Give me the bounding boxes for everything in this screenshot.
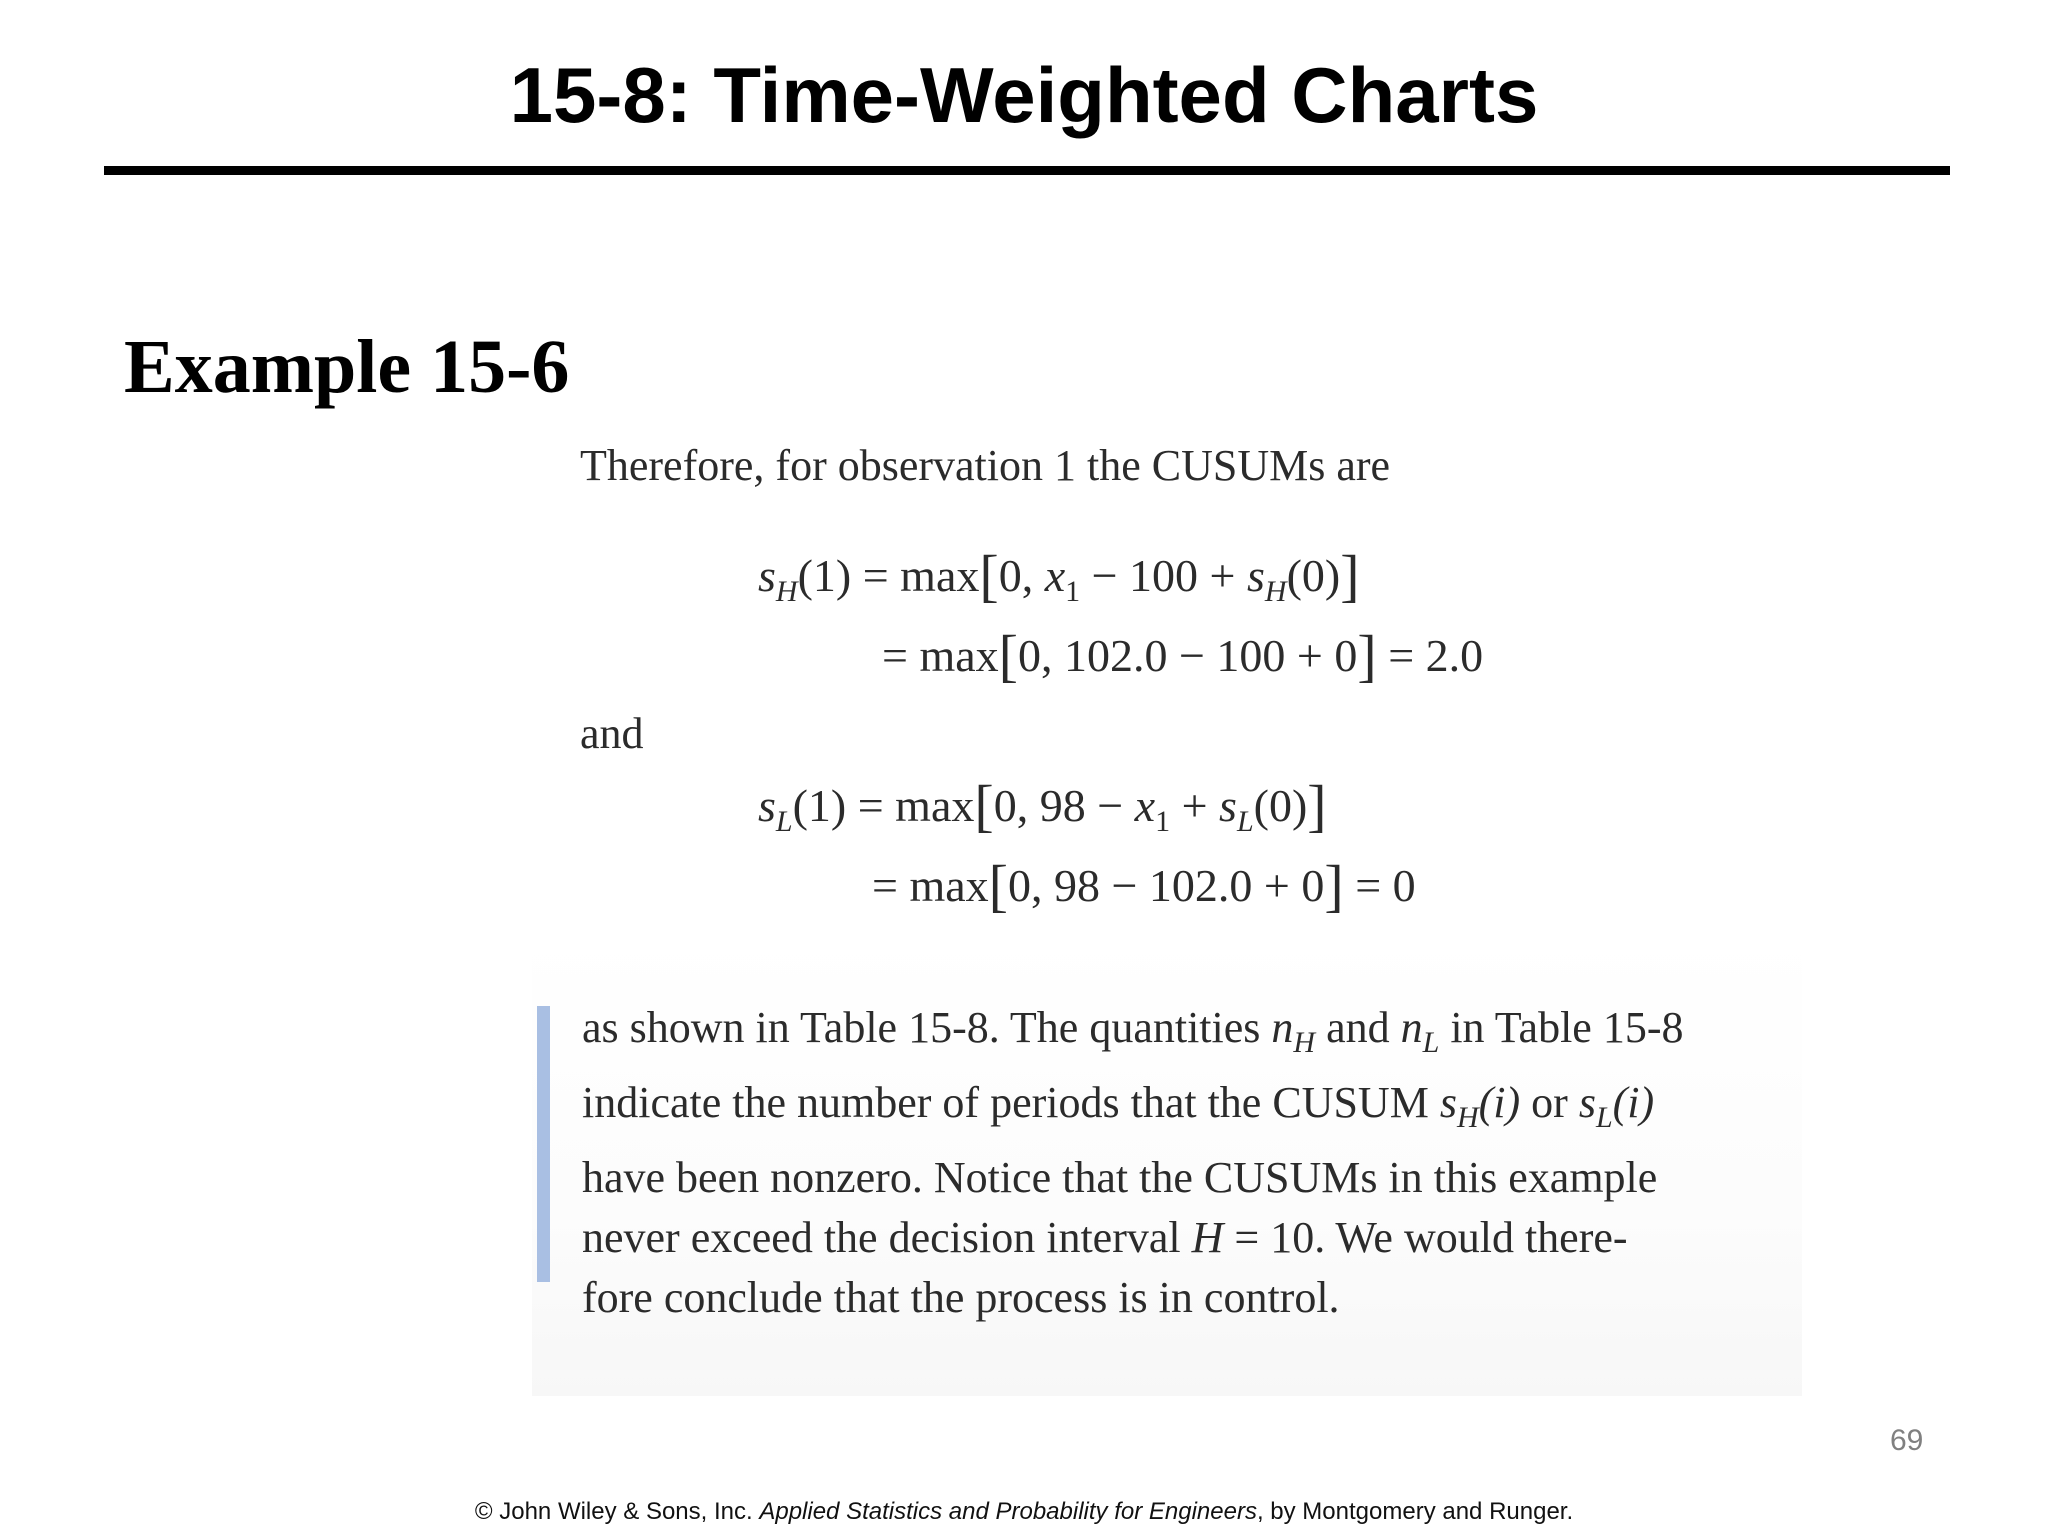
example-heading: Example 15-6 <box>124 325 570 409</box>
eq-var: s <box>758 780 776 831</box>
eq-var: s <box>758 550 776 601</box>
eq-text: = max <box>857 780 975 831</box>
eq-text: + <box>1170 780 1220 831</box>
eq-text: = max <box>882 630 999 681</box>
eq-bracket: ] <box>1340 543 1360 608</box>
eq-arg: (0) <box>1253 780 1308 831</box>
eq-bracket: [ <box>998 623 1018 688</box>
note-sub: H <box>1293 1026 1316 1059</box>
note-sub: L <box>1422 1026 1440 1059</box>
eq-bracket: ] <box>1357 623 1377 688</box>
footer-copyright: © John Wiley & Sons, Inc. <box>474 1498 760 1525</box>
title-divider <box>104 166 1950 175</box>
equation-sl-line-2 <box>872 853 1416 918</box>
note-line-5: fore conclude that the process is in control. <box>582 1273 1340 1322</box>
eq-sub: H <box>775 575 798 608</box>
note-arg: (i) <box>1612 1078 1655 1127</box>
and-text: and <box>580 709 644 758</box>
eq-bracket: [ <box>988 853 1008 918</box>
eq-var: s <box>1219 780 1237 831</box>
eq-arg: (1) <box>797 550 852 601</box>
eq-sub: L <box>775 805 793 838</box>
note-text: and <box>1315 1003 1401 1052</box>
footer-book-title: Applied Statistics and Probability for Engineers <box>759 1498 1257 1525</box>
slide-title: 15-8: Time-Weighted Charts <box>509 51 1539 139</box>
note-line-1 <box>582 998 1782 1073</box>
note-text: = 10. We would there- <box>1223 1213 1628 1262</box>
note-text: indicate the number of periods that the CUSUM <box>582 1078 1440 1127</box>
eq-bracket: ] <box>1324 853 1344 918</box>
eq-var: x <box>1044 550 1066 601</box>
page-number: 69 <box>1890 1424 1924 1457</box>
eq-result: = 2.0 <box>1376 630 1484 681</box>
footer-authors: , by Montgomery and Runger. <box>1256 1498 1574 1525</box>
note-line-2 <box>582 1073 1782 1148</box>
intro-text: Therefore, for observation 1 the CUSUMs are <box>580 441 1391 490</box>
note-var: n <box>1400 1003 1423 1052</box>
note-accent-bar <box>537 1006 550 1282</box>
note-text: in Table 15-8 <box>1439 1003 1684 1052</box>
eq-text: 0, <box>998 550 1045 601</box>
note-var: s <box>1578 1078 1596 1127</box>
note-var: n <box>1271 1003 1294 1052</box>
eq-bracket: [ <box>979 543 999 608</box>
eq-text: = max <box>862 550 980 601</box>
equation-sh-line-2 <box>882 623 1484 688</box>
note-var: s <box>1439 1078 1457 1127</box>
eq-text: 0, 98 − <box>993 780 1135 831</box>
eq-text: = max <box>872 860 989 911</box>
eq-arg: (0) <box>1286 550 1341 601</box>
eq-sub: 1 <box>1155 805 1171 838</box>
note-line-3: have been nonzero. Notice that the CUSUMs in this example <box>582 1153 1658 1202</box>
eq-bracket: ] <box>1307 773 1327 838</box>
note-line-4 <box>582 1208 1782 1268</box>
footer-citation <box>0 1498 2048 1526</box>
note-sub: H <box>1456 1101 1479 1134</box>
equation-sh-line-1 <box>758 543 1360 622</box>
eq-sub: 1 <box>1065 575 1081 608</box>
eq-result: = 0 <box>1343 860 1416 911</box>
note-text: as shown in Table 15-8. The quantities <box>582 1003 1272 1052</box>
eq-sub: H <box>1264 575 1287 608</box>
note-text: never exceed the decision interval <box>582 1213 1192 1262</box>
eq-arg: (1) <box>792 780 847 831</box>
note-paragraph <box>582 998 1782 1328</box>
eq-var: s <box>1247 550 1265 601</box>
eq-bracket: [ <box>974 773 994 838</box>
eq-sub: L <box>1236 805 1254 838</box>
eq-text: 0, 98 − 102.0 + 0 <box>1007 860 1325 911</box>
equation-sl-line-1 <box>758 773 1327 852</box>
eq-text: − 100 + <box>1080 550 1247 601</box>
note-text: or <box>1520 1078 1579 1127</box>
note-var: H <box>1191 1213 1224 1262</box>
note-sub: L <box>1595 1101 1613 1134</box>
note-arg: (i) <box>1478 1078 1521 1127</box>
eq-text: 0, 102.0 − 100 + 0 <box>1017 630 1358 681</box>
eq-var: x <box>1134 780 1156 831</box>
